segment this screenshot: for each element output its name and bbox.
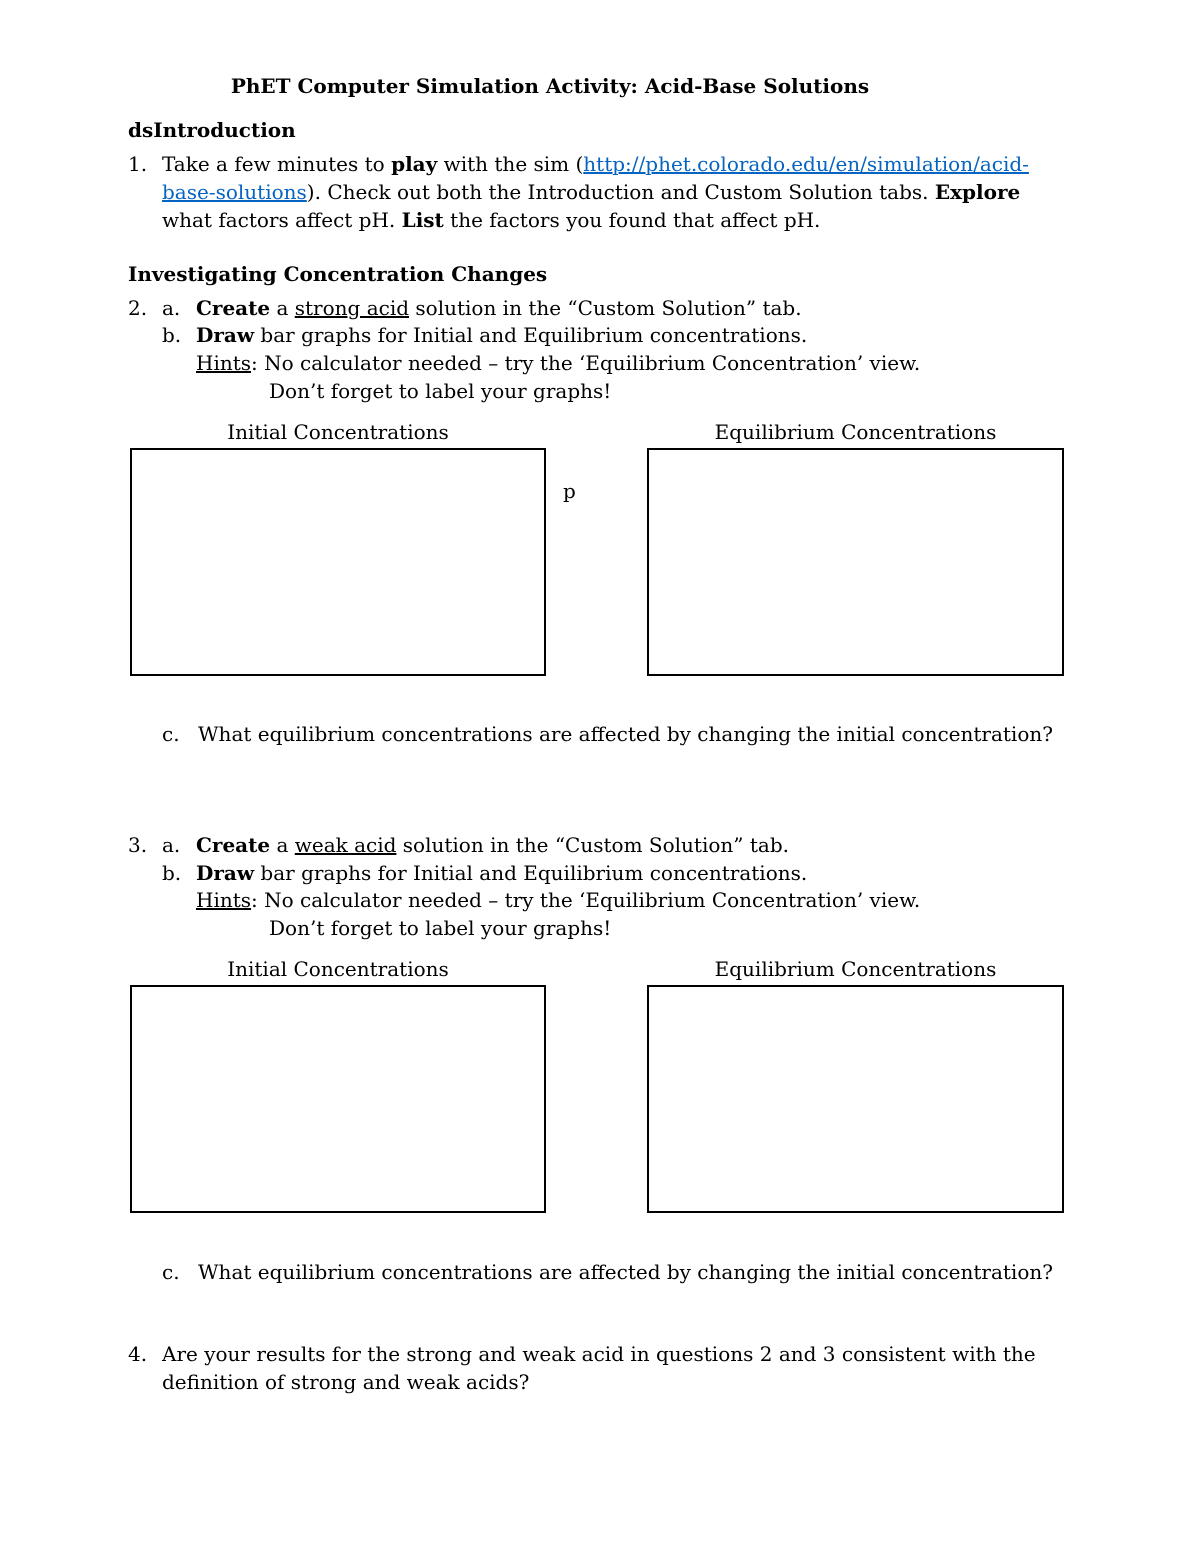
stray-mark: p: [563, 479, 576, 503]
question-3a-label: a.: [162, 833, 181, 857]
phet-link-part-2[interactable]: base-solutions: [162, 180, 307, 204]
question-2a-label: a.: [162, 296, 181, 320]
initial-concentrations-graph-box[interactable]: [130, 985, 546, 1213]
initial-concentrations-graph-box[interactable]: [130, 448, 546, 676]
question-3-hint-2: Don’t forget to label your graphs!: [269, 916, 612, 940]
equilibrium-concentrations-graph-box[interactable]: [647, 448, 1064, 676]
question-2b-label: b.: [162, 323, 182, 347]
question-1-line-1: Take a few minutes to play with the sim (http://phet.colorado.edu/en/simulation/acid-: [162, 152, 1029, 176]
question-3-hint-1: Hints: No calculator needed – try the ‘Equilibrium Concentration’ view.: [196, 888, 921, 912]
initial-concentrations-caption: Initial Concentrations: [227, 957, 449, 981]
question-3c-label: c.: [162, 1260, 180, 1284]
question-3b-text: Draw bar graphs for Initial and Equilibrium concentrations.: [196, 861, 808, 885]
question-1-number: 1.: [128, 152, 148, 176]
question-2c-text: What equilibrium concentrations are affected by changing the initial concentration?: [198, 722, 1053, 746]
question-3a-text: Create a weak acid solution in the “Custom Solution” tab.: [196, 833, 789, 857]
question-3c-text: What equilibrium concentrations are affected by changing the initial concentration?: [198, 1260, 1053, 1284]
question-4-number: 4.: [128, 1342, 148, 1366]
equilibrium-concentrations-caption: Equilibrium Concentrations: [714, 957, 997, 981]
equilibrium-concentrations-caption: Equilibrium Concentrations: [714, 420, 997, 444]
question-4-line-2: definition of strong and weak acids?: [162, 1370, 530, 1394]
question-1-line-3: what factors affect pH. List the factors you found that affect pH.: [162, 208, 821, 232]
phet-link-part-1[interactable]: http://phet.colorado.edu/en/simulation/acid-: [583, 152, 1029, 176]
question-2c-label: c.: [162, 722, 180, 746]
section-heading-introduction: dsIntroduction: [128, 118, 296, 142]
question-2b-text: Draw bar graphs for Initial and Equilibrium concentrations.: [196, 323, 808, 347]
initial-concentrations-caption: Initial Concentrations: [227, 420, 449, 444]
page-title: PhET Computer Simulation Activity: Acid-Base Solutions: [230, 74, 870, 98]
question-2-hint-1: Hints: No calculator needed – try the ‘Equilibrium Concentration’ view.: [196, 351, 921, 375]
question-3-number: 3.: [128, 833, 148, 857]
question-3b-label: b.: [162, 861, 182, 885]
question-2-number: 2.: [128, 296, 148, 320]
section-heading-concentration: Investigating Concentration Changes: [128, 262, 548, 286]
question-2-hint-2: Don’t forget to label your graphs!: [269, 379, 612, 403]
question-1-line-2: base-solutions). Check out both the Introduction and Custom Solution tabs. Explore: [162, 180, 1021, 204]
question-2a-text: Create a strong acid solution in the “Custom Solution” tab.: [196, 296, 802, 320]
question-4-line-1: Are your results for the strong and weak acid in questions 2 and 3 consistent with the: [162, 1342, 1036, 1366]
equilibrium-concentrations-graph-box[interactable]: [647, 985, 1064, 1213]
